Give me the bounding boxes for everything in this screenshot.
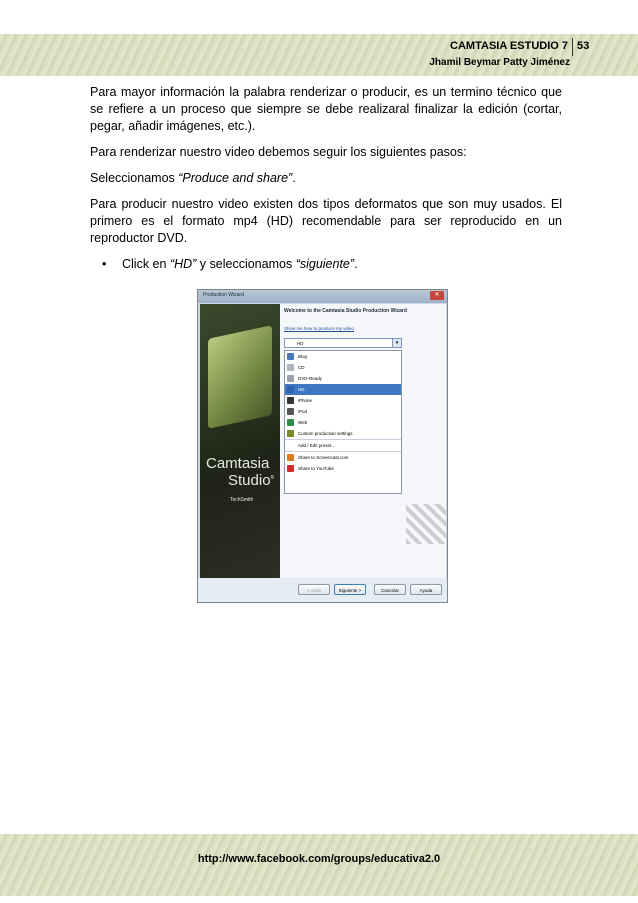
bullet-middle: y seleccionamos: [196, 257, 296, 271]
production-preset-select[interactable]: [284, 338, 402, 348]
preset-option[interactable]: [285, 417, 401, 428]
film-strip-watermark-icon: [406, 504, 446, 544]
brand-line-camtasia: Camtasia: [206, 455, 270, 472]
preset-option-label: Share to Screencast.com: [298, 455, 349, 460]
preset-option-label: iPod: [298, 409, 308, 414]
wizard-main-panel: [280, 304, 446, 578]
preset-option-icon: [287, 430, 294, 437]
preset-option-label: HD: [298, 387, 305, 392]
preset-option-label: CD: [298, 365, 305, 370]
camtasia-brand: [206, 456, 274, 488]
bullet-icon: •: [102, 257, 107, 271]
header-separator: [572, 38, 573, 56]
bullet-prefix: Click en: [122, 257, 170, 271]
close-icon[interactable]: ✕: [430, 291, 444, 300]
preset-option[interactable]: [285, 362, 401, 373]
wizard-button-bar: [198, 578, 447, 603]
preset-option[interactable]: [285, 406, 401, 417]
wizard-side-panel: [200, 304, 280, 578]
author-name: Jhamil Beymar Patty Jiménez: [429, 57, 570, 68]
wizard-heading: Welcome to the Camtasia Studio Production Wizard: [284, 308, 407, 314]
footer-band: [0, 834, 638, 896]
siguiente-label: “siguiente”: [295, 257, 355, 271]
preset-option[interactable]: [285, 351, 401, 362]
camtasia-logo-icon: [208, 325, 272, 429]
preset-option[interactable]: [285, 439, 401, 451]
preset-option-icon: [287, 442, 294, 449]
bullet-text: [122, 256, 358, 273]
document-title: CAMTASIA ESTUDIO 7: [450, 40, 568, 52]
back-button[interactable]: < Atrás: [298, 584, 330, 595]
footer-url-link[interactable]: http://www.facebook.com/groups/educativa2.0: [197, 853, 441, 865]
bullet-item: [90, 256, 562, 273]
selected-preset: HD: [297, 341, 304, 346]
preset-option[interactable]: [285, 373, 401, 384]
preset-option-icon: [287, 397, 294, 404]
preset-dropdown-list: [284, 350, 402, 494]
help-button[interactable]: Ayuda: [410, 584, 442, 595]
wizard-title: Production Wizard: [203, 292, 244, 298]
text-prefix: Seleccionamos: [90, 171, 179, 185]
preset-option-icon: [287, 386, 294, 393]
paragraph-definition: Para mayor información la palabra renderizar o producir, es un termino técnico que se refiere a un proceso que siempre se debe realizaral finalizar la edición (cortar, pegar, añadir imágenes, etc.).: [90, 85, 562, 133]
page-number: 53: [577, 40, 590, 52]
show-me-how-link[interactable]: Show me how to produce my video: [284, 326, 355, 331]
preset-option-label: DVD-Ready: [298, 376, 323, 381]
preset-option-icon: [287, 465, 294, 472]
preset-option-label: Custom production settings: [298, 431, 353, 436]
preset-option-icon: [287, 364, 294, 371]
preset-option-label: Web: [298, 420, 308, 425]
produce-and-share-label: “Produce and share”: [178, 171, 293, 185]
preset-option-icon: [287, 408, 294, 415]
preset-option[interactable]: [285, 395, 401, 406]
paragraph-steps-intro: Para renderizar nuestro video debemos seguir los siguientes pasos:: [90, 145, 467, 159]
preset-option-label: Add / Edit preset...: [298, 443, 336, 448]
wizard-titlebar: [198, 290, 447, 303]
preset-option-label: iPhone: [298, 398, 313, 403]
preset-option-label: Blog: [298, 354, 308, 359]
bullet-suffix: .: [354, 257, 358, 271]
preset-option-icon: [287, 419, 294, 426]
hd-label: “HD”: [169, 257, 197, 271]
brand-line-studio: Studio: [228, 472, 271, 489]
text-suffix: .: [292, 171, 296, 185]
chevron-down-icon[interactable]: ▾: [392, 339, 401, 347]
paragraph-select-produce: [90, 170, 562, 187]
preset-option[interactable]: [285, 463, 401, 474]
registered-mark: ®: [270, 475, 275, 481]
preset-option-icon: [287, 454, 294, 461]
preset-option-label: Share to YouTube: [298, 466, 334, 471]
preset-option-icon: [287, 353, 294, 360]
preset-option[interactable]: [285, 451, 401, 463]
preset-option[interactable]: [285, 428, 401, 439]
cancel-button[interactable]: Cancelar: [374, 584, 406, 595]
production-wizard-screenshot: [197, 289, 448, 603]
preset-option[interactable]: [285, 384, 401, 395]
page-body: [90, 84, 562, 282]
paragraph-formats: Para producir nuestro video existen dos tipos deformatos que son muy usados. El primero es el formato mp4 (HD) recomendable para ser reproducido en un reproductor DVD.: [90, 197, 562, 245]
techsmith-logo: TechSmith: [230, 497, 254, 503]
next-button[interactable]: Siguiente >: [334, 584, 366, 595]
preset-option-icon: [287, 375, 294, 382]
